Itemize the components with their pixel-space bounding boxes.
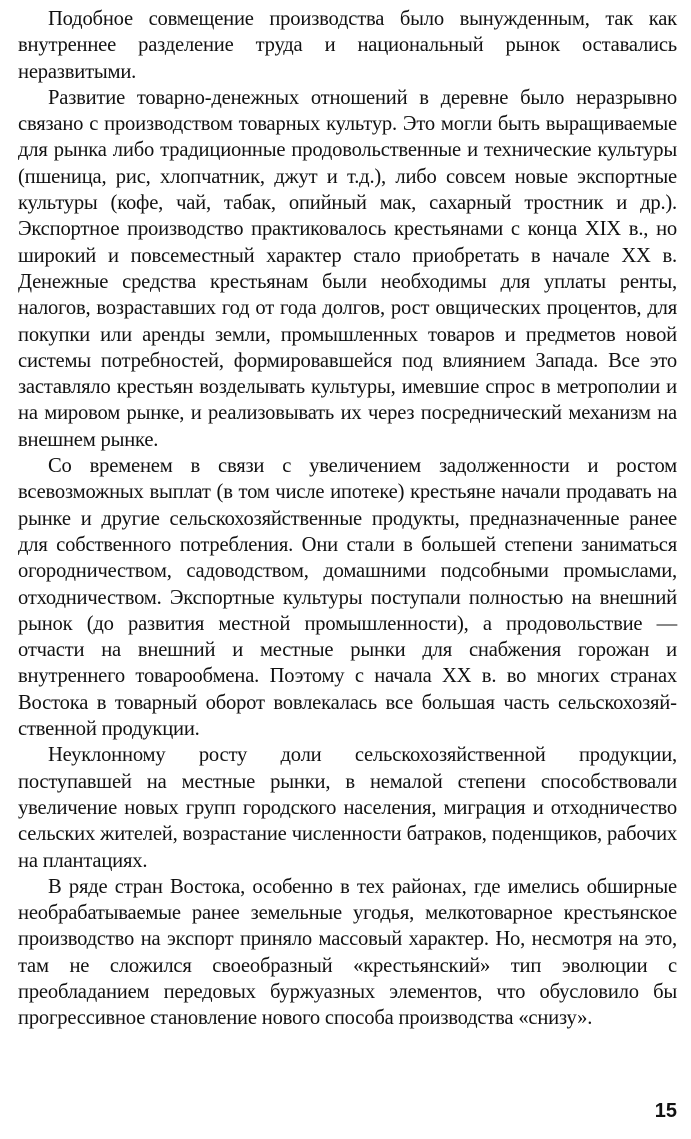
paragraph: Со временем в связи с увеличением задолженности и ростом всевозможных выплат (в том числе ипотеке) крестьяне начали продавать на рынке и другие сельскохозяйственные продукты, предназначенные ранее для собственного потребления. Они стали в большей степени заниматься огородничеством, садоводством, домашними подсобными промыслами, отходничеством. Экспортные культуры поступали полностью на внешний рынок (до развития местной промышленности), а продовольствие — отчасти на внешний и местные рынки для снабжения горожан и внутреннего товарообмена. Поэтому с начала XX в. во многих странах Востока в товарный оборот вовлекалась все большая часть сельскохозяйственной продукции. — [18, 455, 677, 741]
paragraph: В ряде стран Востока, особенно в тех районах, где имелись обширные необрабатываемые ранее земельные угодья, мелкотоварное крестьянское производство на экспорт приняло массовый характер. Но, несмотря на это, там не сложился своеобразный «крестьянский» тип эволюции с преобладанием передовых буржуазных элементов, что обусловило бы прогрессивное становление нового способа производства «снизу». — [18, 875, 677, 1030]
page-number: 15 — [654, 1100, 677, 1122]
paragraph: Подобное совмещение производства было вынужденным, так как внутреннее разделение труда и национальный рынок оставались неразвитыми. — [18, 8, 677, 83]
page-text — [18, 6, 677, 1106]
paragraph: Неуклонному росту доли сельскохозяйственной продукции, поступавшей на местные рынки, в немалой степени способствовали увеличение новых групп городского населения, миграция и отходничество сельских жителей, возрастание численности батраков, поденщиков, рабочих на плантациях. — [18, 744, 677, 872]
paragraph: Развитие товарно-денежных отношений в деревне было неразрывно связано с производством товарных культур. Это могли быть выращиваемые для рынка либо традиционные продовольственные и технические культуры (пшеница, рис, хлопчатник, джут и т.д.), либо совсем новые экспортные культуры (кофе, чай, табак, опийный мак, сахарный тростник и др.). Экспортное производство практиковалось крестьянами с конца XIX в., но широкий и повсеместный характер стало приобретать в начале XX в. Денежные средства крестьянам были необходимы для уплаты ренты, налогов, возраставших год от года долгов, рост овщических процентов, для покупки или аренды земли, промышленных товаров и предметов новой системы потребностей, формировавшейся под влиянием Запада. Все это заставляло крестьян возделывать культуры, имевшие спрос в метрополии и на мировом рынке, и реализовывать их через посреднический механизм на внешнем рынке. — [18, 86, 677, 451]
